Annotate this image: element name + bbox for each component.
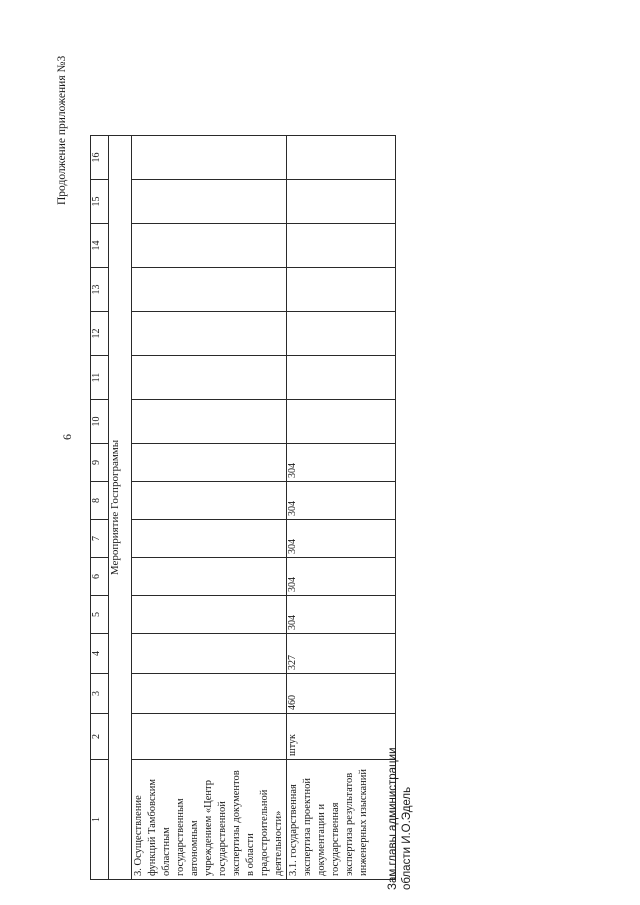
value-cell xyxy=(287,136,396,180)
value-cell xyxy=(287,312,396,356)
unit-cell xyxy=(132,714,287,760)
value-cell: 327 xyxy=(287,634,396,674)
value-cell xyxy=(132,180,287,224)
column-number-header-row xyxy=(91,136,109,880)
value-cell xyxy=(132,520,287,558)
header-cell: 11 xyxy=(91,356,109,400)
header-cell: 15 xyxy=(91,180,109,224)
value-cell: 304 xyxy=(287,444,396,482)
section-title-row xyxy=(109,136,132,880)
unit-cell: штук xyxy=(287,714,396,760)
value-cell xyxy=(132,444,287,482)
value-cell xyxy=(132,596,287,634)
value-cell xyxy=(132,312,287,356)
header-cell: 6 xyxy=(91,558,109,596)
header-cell: 5 xyxy=(91,596,109,634)
table-row xyxy=(132,136,287,880)
header-cell: 13 xyxy=(91,268,109,312)
value-cell: 460 xyxy=(287,674,396,714)
signature-name: области И.О.Эдель xyxy=(401,786,413,890)
section-title: Мероприятие Госпрограммы xyxy=(109,136,132,880)
table-row xyxy=(287,136,396,880)
value-cell xyxy=(132,400,287,444)
value-cell xyxy=(287,400,396,444)
value-cell xyxy=(287,268,396,312)
appendix-continuation-note: Продолжение приложения №3 xyxy=(56,55,68,205)
page-number: 6 xyxy=(60,434,74,440)
value-cell xyxy=(132,356,287,400)
header-cell: 14 xyxy=(91,224,109,268)
value-cell xyxy=(132,224,287,268)
value-cell: 304 xyxy=(287,482,396,520)
value-cell xyxy=(287,180,396,224)
header-cell: 9 xyxy=(91,444,109,482)
value-cell xyxy=(132,136,287,180)
value-cell xyxy=(132,268,287,312)
value-cell xyxy=(287,356,396,400)
header-cell: 4 xyxy=(91,634,109,674)
header-cell: 12 xyxy=(91,312,109,356)
header-cell: 8 xyxy=(91,482,109,520)
value-cell xyxy=(132,482,287,520)
signature-block xyxy=(386,747,414,890)
value-cell: 304 xyxy=(287,520,396,558)
activity-description: 3. Осуществление функций Тамбовским областным государственным автономным учреждением «Центр государственной экспертизы документов в области градостроительной деятельности» xyxy=(132,760,287,880)
value-cell xyxy=(132,674,287,714)
header-cell: 3 xyxy=(91,674,109,714)
activity-description: 3.1. государственная экспертиза проектной документации и государственная экспертиза результатов инженерных изысканий xyxy=(287,760,396,880)
value-cell: 304 xyxy=(287,558,396,596)
signature-title: Зам.главы администрации xyxy=(387,747,399,890)
value-cell xyxy=(287,224,396,268)
header-cell: 10 xyxy=(91,400,109,444)
program-indicators-table xyxy=(90,135,396,880)
header-cell: 1 xyxy=(91,760,109,880)
value-cell xyxy=(132,634,287,674)
value-cell: 304 xyxy=(287,596,396,634)
header-cell: 16 xyxy=(91,136,109,180)
value-cell xyxy=(132,558,287,596)
header-cell: 2 xyxy=(91,714,109,760)
header-cell: 7 xyxy=(91,520,109,558)
